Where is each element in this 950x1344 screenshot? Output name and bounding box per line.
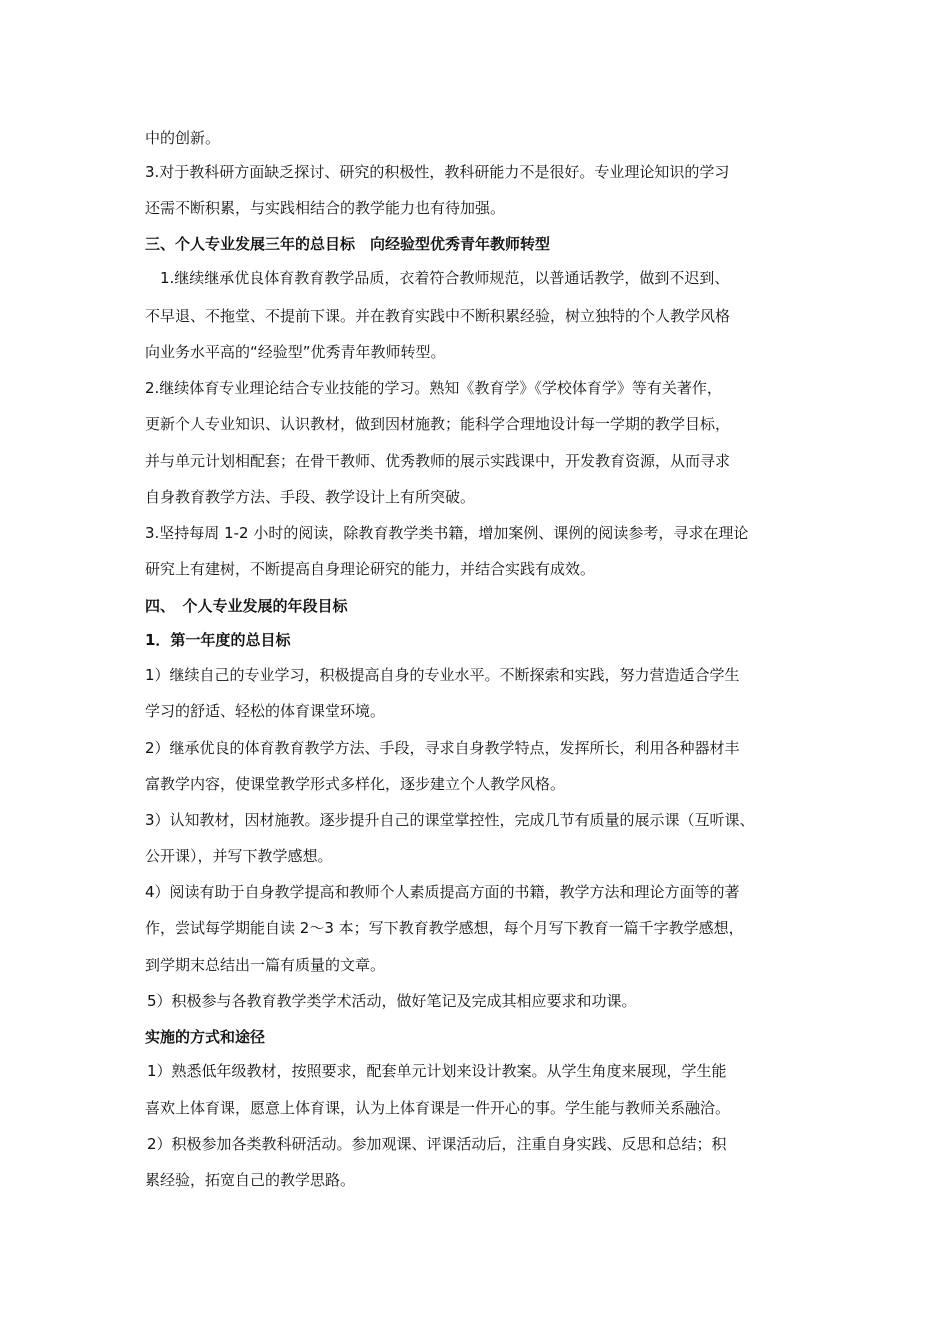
section-heading: 三、个人专业发展三年的总目标 向经验型优秀青年教师转型: [145, 235, 551, 253]
paragraph-line: 并与单元计划相配套；在骨干教师、优秀教师的展示实践课中，开发教育资源，从而寻求: [145, 452, 731, 470]
paragraph-line: 向业务水平高的“经验型”优秀青年教师转型。: [145, 343, 446, 361]
paragraph-line: 不早退、不拖堂、不提前下课。并在教育实践中不断积累经验，树立独特的个人教学风格: [145, 307, 731, 325]
paragraph-line: 富教学内容，使课堂教学形式多样化，逐步建立个人教学风格。: [145, 775, 566, 793]
paragraph-line: 作，尝试每学期能自读 2～3 本；写下教育教学感想，每个月写下教育一篇千字教学感想，: [145, 919, 744, 937]
paragraph-line: 3.坚持每周 1-2 小时的阅读，除教育教学类书籍，增加案例、课例的阅读参考，寻求在理论: [145, 524, 749, 542]
paragraph-line: 研究上有建树，不断提高自身理论研究的能力，并结合实践有成效。: [145, 560, 596, 578]
paragraph-line: 1）继续自己的专业学习，积极提高自身的专业水平。不断探索和实践，努力营造适合学生: [145, 666, 740, 684]
paragraph-line: 3）认知教材，因材施教。逐步提升自己的课堂掌控性，完成几节有质量的展示课（互听课、: [145, 811, 755, 829]
paragraph-line: 喜欢上体育课，愿意上体育课，认为上体育课是一件开心的事。学生能与教师关系融洽。: [145, 1099, 731, 1117]
paragraph-line: 到学期末总结出一篇有质量的文章。: [145, 956, 386, 974]
paragraph-line: 中的创新。: [145, 129, 221, 147]
subsection-heading: 1．第一年度的总目标: [145, 631, 291, 649]
paragraph-line: 2）积极参加各类教科研活动。参加观课、评课活动后，注重自身实践、反思和总结；积: [147, 1135, 727, 1153]
paragraph-line: 累经验，拓宽自己的教学思路。: [145, 1171, 356, 1189]
paragraph-line: 公开课），并写下教学感想。: [145, 847, 333, 865]
section-heading: 实施的方式和途径: [145, 1028, 266, 1046]
paragraph-line: 2）继承优良的体育教育教学方法、手段，寻求自身教学特点，发挥所长，利用各种器材丰: [145, 739, 740, 757]
paragraph-line: 4）阅读有助于自身教学提高和教师个人素质提高方面的书籍，教学方法和理论方面等的著: [145, 883, 740, 901]
paragraph-line: 自身教育教学方法、手段、教学设计上有所突破。: [145, 488, 476, 506]
paragraph-line: 1.继续继承优良体育教育教学品质，衣着符合教师规范，以普通话教学，做到不迟到、: [160, 269, 730, 287]
paragraph-line: 还需不断积累，与实践相结合的教学能力也有待加强。: [145, 199, 506, 217]
paragraph-line: 学习的舒适、轻松的体育课堂环境。: [145, 702, 386, 720]
section-heading: 四、 个人专业发展的年段目标: [145, 597, 348, 615]
paragraph-line: 3.对于教科研方面缺乏探讨、研究的积极性，教科研能力不是很好。专业理论知识的学习: [145, 163, 730, 181]
paragraph-line: 1）熟悉低年级教材，按照要求，配套单元计划来设计教案。从学生角度来展现，学生能: [147, 1062, 727, 1080]
paragraph-line: 更新个人专业知识、认识教材，做到因材施教；能科学合理地设计每一学期的教学目标，: [145, 415, 731, 433]
paragraph-line: 2.继续体育专业理论结合专业技能的学习。熟知《教育学》《学校体育学》等有关著作，: [145, 379, 722, 397]
paragraph-line: 5）积极参与各教育教学类学术活动，做好笔记及完成其相应要求和功课。: [147, 992, 637, 1010]
